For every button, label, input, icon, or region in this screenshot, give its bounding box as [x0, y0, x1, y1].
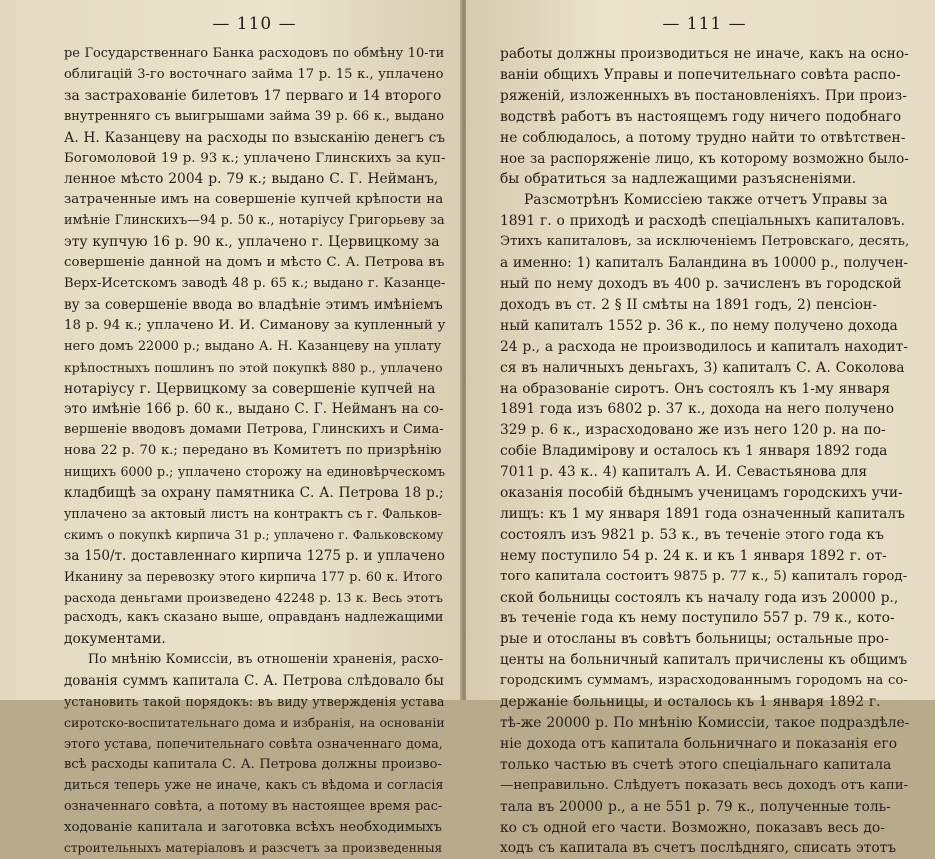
text-line: не соблюдалось, а потому трудно найти то отвѣтствен- — [500, 129, 906, 146]
text-line: эту купчую 16 р. 90 к., уплачено г. Цервицкому за — [64, 234, 440, 251]
text-line: —неправильно. Слѣдуетъ показать весь доходъ отъ капи- — [500, 777, 909, 793]
text-line: Этихъ капиталовъ, за исключеніемъ Петровскаго, десять, — [500, 234, 910, 250]
page-number: — 111 — — [662, 14, 747, 34]
text-line: тѣ-же 20000 р. По мнѣнію Комиссіи, такое подраздѣле- — [500, 715, 910, 731]
text-line: ходъ съ капитала въ счетъ послѣдняго, списать этотъ — [500, 840, 897, 857]
page-text — [500, 44, 909, 859]
text-line: Богомоловой 19 р. 93 к.; уплачено Глинскихъ за куп- — [64, 150, 446, 166]
text-line: ленное мѣсто 2004 р. 79 к.; выдано С. Г. Нейманъ, — [64, 171, 439, 188]
text-line: 18 р. 94 к.; уплачено И. И. Симанову за купленный у — [64, 317, 446, 333]
text-line: бы обратиться за надлежащими разъясненіями. — [500, 171, 857, 188]
text-line: Разсмотрѣнъ Комиссіею также отчетъ Управы за — [524, 192, 888, 209]
text-line: внутренняго съ выигрышами займа 39 р. 66 к., выдано — [64, 108, 445, 124]
right-page — [466, 0, 935, 857]
text-line: нова 22 р. 70 к.; передано въ Комитетъ по призрѣнію — [64, 443, 442, 459]
page-text — [64, 44, 445, 859]
text-line: 1891 года изъ 6802 р. 37 к., дохода на него получено — [500, 401, 895, 418]
text-line: нему поступило 54 р. 24 к. и къ 1 января 1892 г. от- — [500, 547, 887, 564]
text-line: рые и отосланы въ совѣтъ больницы; остальные про- — [500, 631, 889, 648]
text-line: лищъ: къ 1 му января 1891 года означенный капиталъ — [500, 505, 905, 522]
text-line: А. Н. Казанцеву на расходы по взысканію денегъ съ — [64, 129, 446, 146]
left-page — [0, 0, 463, 856]
text-line: Иканину за перевозку этого кирпича 177 р. 60 к. Итого — [64, 568, 443, 584]
text-line: доходъ въ ст. 2 § II смѣты на 1891 годъ, 2) пенсіон- — [500, 296, 877, 313]
page-number: — 110 — — [212, 14, 297, 34]
text-line: нищихъ 6000 р.; уплачено сторожу на единовѣрческомъ — [64, 464, 446, 480]
text-line: за 150/т. доставленнаго кирпича 1275 р. и уплачено — [64, 547, 445, 564]
text-line: собіе Владимірову и осталось къ 1 января 1892 года — [500, 443, 888, 460]
text-line: документами. — [64, 631, 166, 648]
text-line: 7011 р. 43 к.. 4) капиталъ А. И. Севастьянова для — [500, 464, 868, 481]
text-line: ряженій, изложенныхъ въ постановленіяхъ. При произ- — [500, 87, 907, 104]
text-line: него домъ 22000 р.; выдано А. Н. Казанцеву на уплату — [64, 338, 442, 354]
text-line: состоялъ изъ 9821 р. 53 к., въ теченіе этого года къ — [500, 526, 884, 543]
text-line: водствѣ работъ въ настоящемъ году ничего подобнаго — [500, 108, 902, 125]
text-line: на образованіе сиротъ. Онъ состоялъ къ 1-му января — [500, 380, 891, 397]
text-line: ніе дохода отъ капитала больничнаго и показанія его — [500, 735, 898, 752]
text-line: всѣ расходы капитала С. А. Петрова должны произво- — [64, 756, 442, 772]
text-line: ный капиталъ 1552 р. 36 к., по нему получено дохода — [500, 317, 898, 334]
text-line: ко съ одной его части. Возможно, показавъ весь до- — [500, 819, 885, 836]
text-line: вершеніе вводовъ домами Петрова, Глинскихъ и Сима- — [64, 422, 444, 438]
text-line: крѣпостныхъ пошлинъ по этой покупкѣ 880 р., уплачено — [64, 359, 443, 375]
text-line: того капитала состоитъ 9875 р. 77 к., 5) капиталъ город- — [500, 568, 908, 584]
text-line: установить такой порядокъ: въ виду утвержденія устава — [64, 694, 445, 710]
text-line: этого устава, попечительнаго совѣта означеннаго дома, — [64, 735, 443, 751]
text-line: строительныхъ матеріаловъ и разсчетъ за произведенныя — [64, 841, 443, 856]
text-line: ской больницы состоялъ къ началу года изъ 20000 р., — [500, 589, 899, 606]
text-line: означеннаго совѣта, а потому въ настоящее время рас- — [64, 798, 443, 814]
text-line: ву за совершеніе ввода во владѣніе этимъ имѣніемъ — [64, 296, 443, 313]
text-line: имѣніе Глинскихъ—94 р. 50 к., нотаріусу Григорьеву за — [64, 213, 445, 229]
text-line: ре Государственнаго Банка расходовъ по обмѣну 10-ти — [64, 46, 445, 61]
text-line: ся въ наличныхъ деньгахъ, 3) капиталъ С. А. Соколова — [500, 359, 905, 376]
text-line: работы должны производиться не иначе, какъ на осно- — [500, 46, 909, 62]
text-line: за застрахованіе билетовъ 17 перваго и 14 второго — [64, 87, 442, 104]
text-line: скимъ о покупкѣ кирпича 31 р.; уплачено г. Фальковскому — [64, 527, 444, 542]
text-line: 1891 г. о приходѣ и расходѣ спеціальныхъ капиталовъ. — [500, 213, 905, 230]
text-line: центы на больничный капиталъ причислены къ общимъ — [500, 652, 908, 669]
text-line: ное за распоряженіе лицо, къ которому возможно было- — [500, 150, 909, 167]
text-line: облигацій 3-го восточнаго займа 17 р. 15 к., уплачено — [64, 66, 444, 82]
text-line: диться теперь уже не иначе, какъ съ вѣдома и согласія — [64, 777, 444, 793]
text-line: держаніе больницы, и осталось къ 1 января 1892 г. — [500, 694, 881, 711]
text-line: расходъ, какъ сказано выше, оправданъ надлежащими — [64, 610, 444, 626]
text-line: дованія суммъ капитала С. А. Петрова слѣдовало бы — [64, 673, 444, 690]
text-line: 24 р., а расхода не производилось и капиталъ находит- — [500, 338, 908, 355]
text-line: уплачено за актовый листъ на контрактъ съ г. Фальков- — [64, 505, 442, 521]
text-line: совершеніе данной на домъ и мѣсто С. А. Петрова въ — [64, 255, 445, 271]
text-line: затраченные имъ на совершеніе купчей крѣпости на — [64, 192, 444, 208]
text-line: По мнѣнію Комиссіи, въ отношеніи храненія, расхо- — [88, 652, 444, 668]
text-line: Верх-Исетскомъ заводѣ 48 р. 65 к.; выдано г. Казанце- — [64, 275, 446, 291]
text-line: сиротско-воспитательнаго дома и избранія, на основаніи — [64, 715, 445, 730]
text-line: тала въ 20000 р., а не 551 р. 79 к., полученные толь- — [500, 798, 891, 815]
text-line: ходованіе капитала и заготовка всѣхъ необходимыхъ — [64, 819, 442, 835]
text-line: городскимъ суммамъ, израсходованнымъ городомъ на со- — [500, 673, 908, 689]
text-line: ный по нему доходъ въ 400 р. зачисленъ въ городской — [500, 275, 902, 292]
text-line: только частью въ счетѣ этого спеціальнаго капитала — [500, 756, 892, 773]
text-line: въ теченіе года къ нему поступило 557 р. 79 к., кото- — [500, 610, 895, 627]
text-line: ваніи общихъ Управы и попечительнаго совѣта распо- — [500, 66, 901, 83]
text-line: кладбищѣ за охрану памятника С. А. Петрова 18 р.; — [64, 485, 444, 502]
text-line: это имѣніе 166 р. 60 к., выдано С. Г. Нейманъ на со- — [64, 401, 444, 418]
text-line: 329 р. 6 к., израсходовано же изъ него 120 р. на по- — [500, 422, 886, 439]
text-line: нотаріусу г. Цервицкому за совершеніе купчей на — [64, 380, 436, 397]
text-line: оказанія пособій бѣднымъ ученицамъ городскихъ учи- — [500, 485, 903, 502]
text-line: расхода деньгами произведено 42248 р. 13 к. Весь этотъ — [64, 589, 443, 605]
text-line: а именно: 1) капиталъ Баландина въ 10000 р., получен- — [500, 255, 909, 272]
